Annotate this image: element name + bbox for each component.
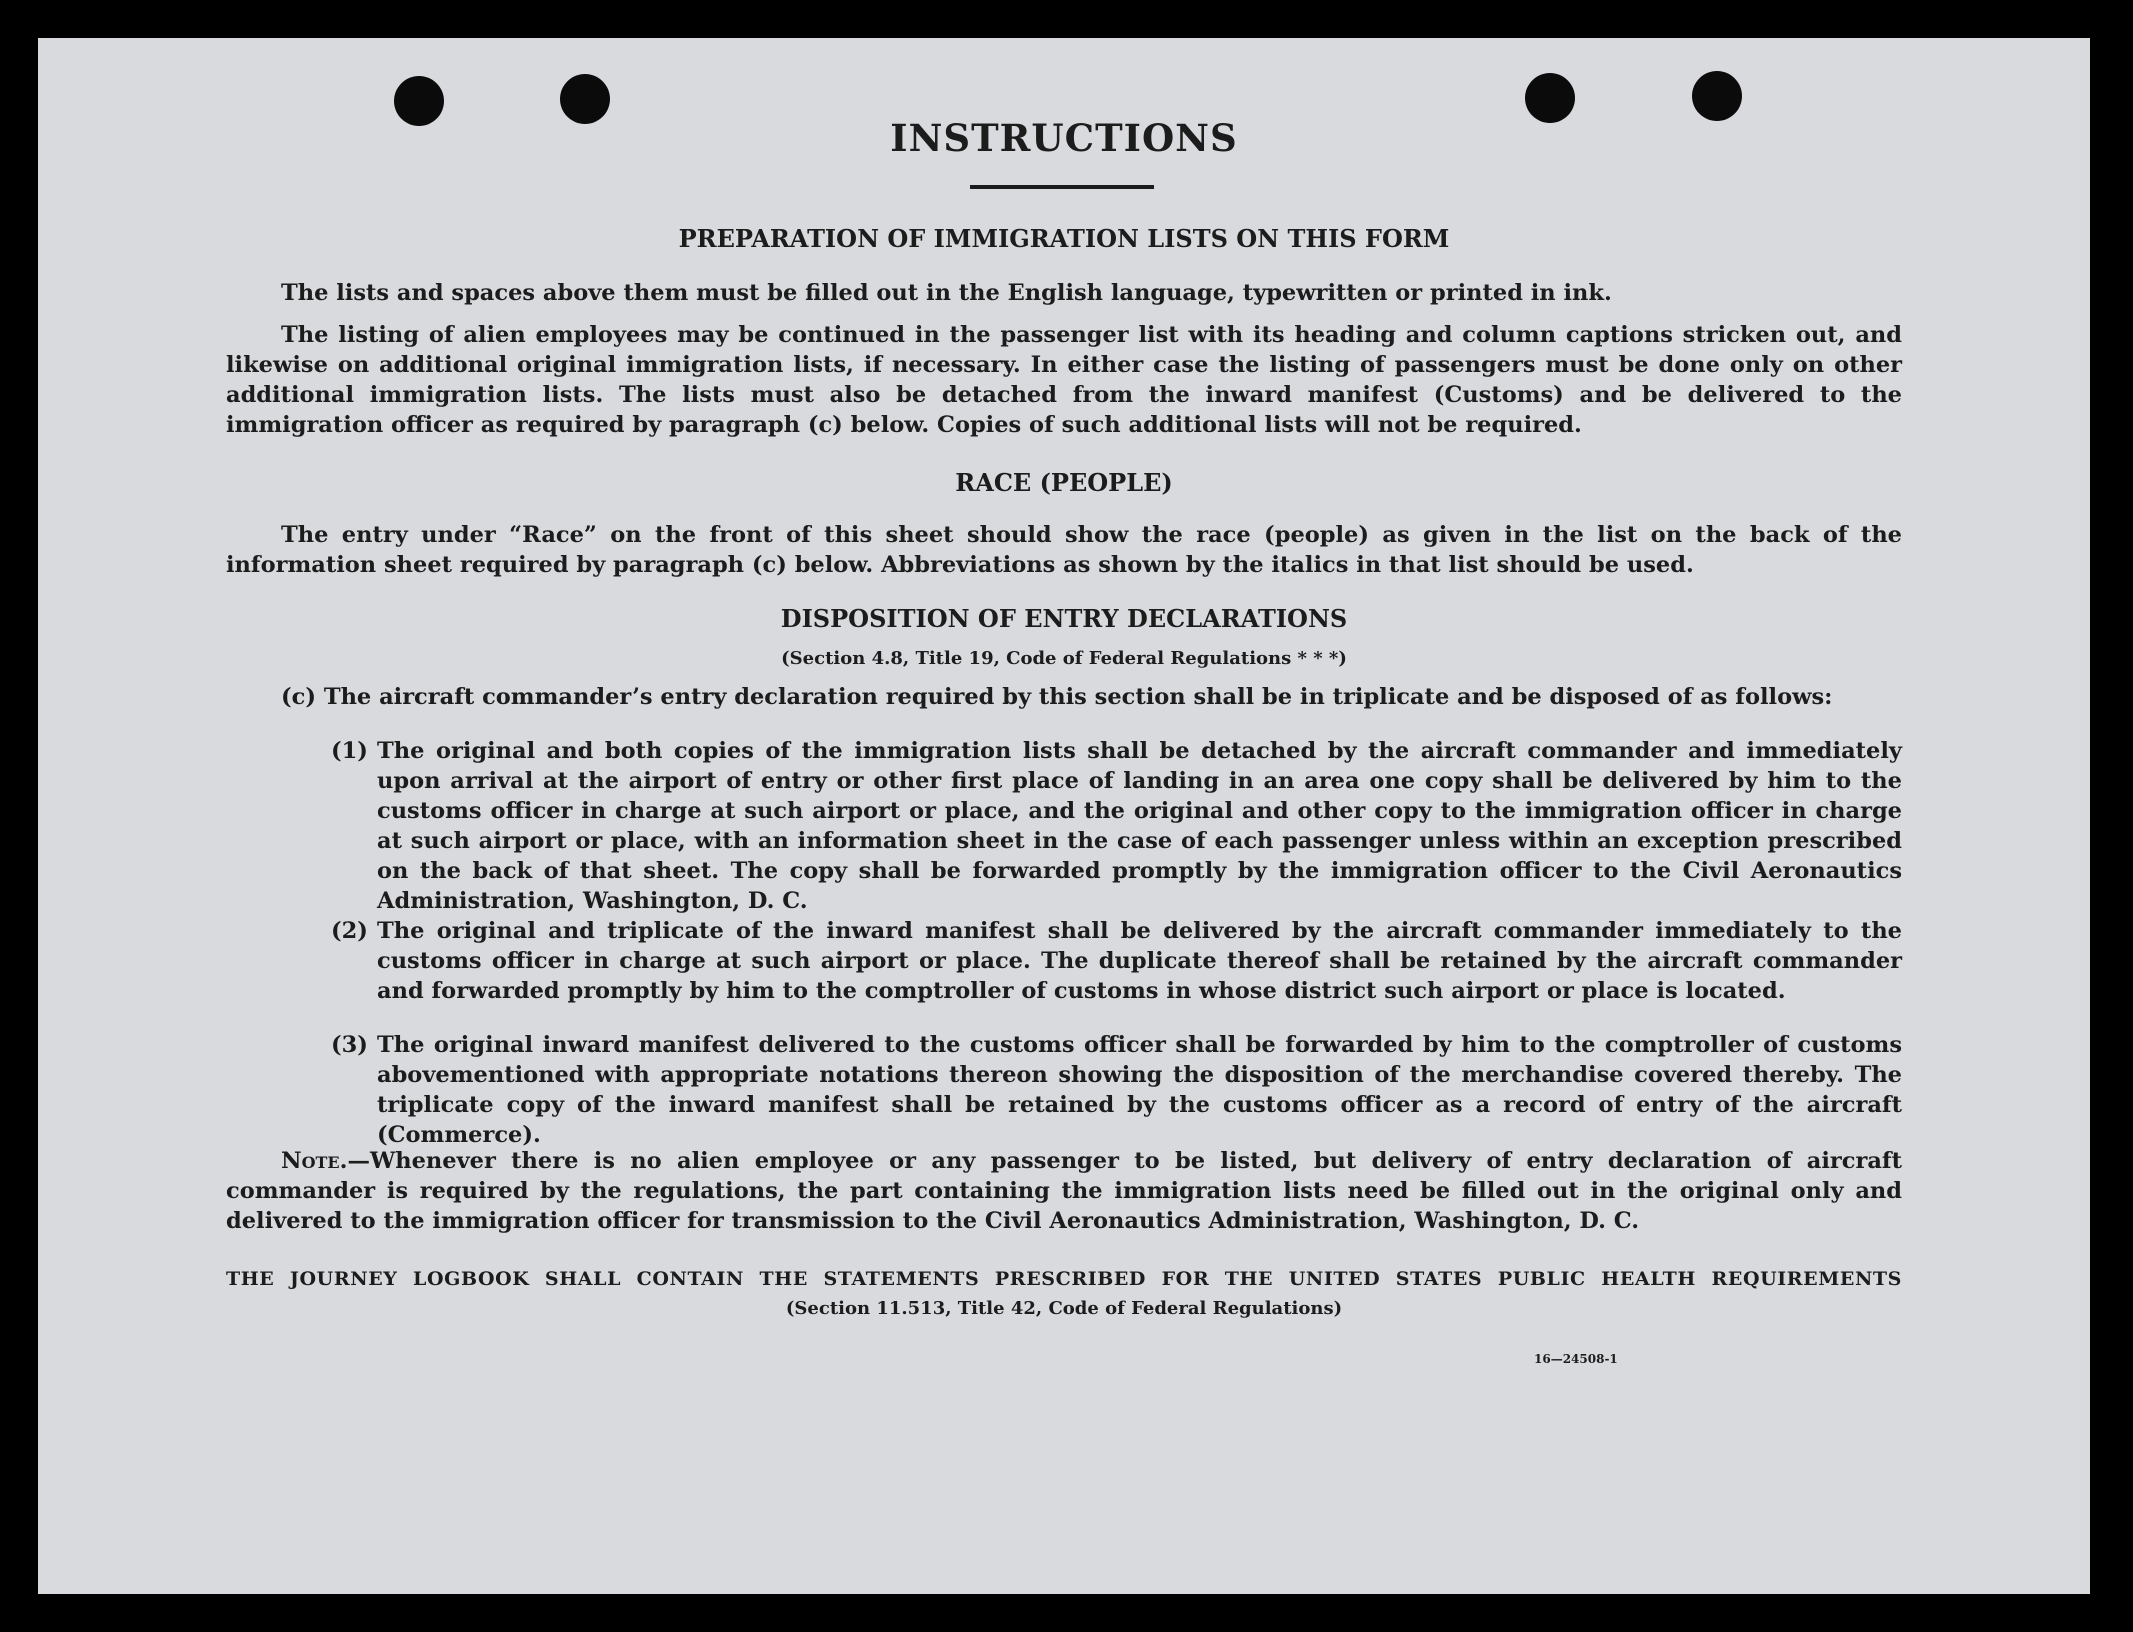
list-item-body bbox=[331, 916, 1902, 1006]
paragraph-preparation-2: The listing of alien employees may be continued in the passenger list with its heading and column captions stricken out, and likewise on additional original immigration lists, if necessary. In either case the listing of passengers must be done only on other additional immigration lists. The lists must also be detached from the inward manifest (Customs) and be delivered to the immigration officer as required by paragraph (c) below. Copies of such additional lists will not be required. bbox=[226, 322, 1902, 438]
note-label: Note. bbox=[281, 1148, 348, 1174]
footer-statement: THE JOURNEY LOGBOOK SHALL CONTAIN THE STATEMENTS PRESCRIBED FOR THE UNITED STATES PUBLIC HEALTH REQUIREMENTS bbox=[226, 1268, 1902, 1290]
note-text: —Whenever there is no alien employee or any passenger to be listed, but delivery of entry declaration of aircraft commander is required by the regulations, the part containing the immigration lists need be filled out in the original only and delivered to the immigration officer for transmission to the Civil Aeronautics Administration, Washington, D. C. bbox=[226, 1148, 1902, 1234]
footer-citation: (Section 11.513, Title 42, Code of Federal Regulations) bbox=[785, 1298, 1343, 1319]
disposition-intro-text: (c) The aircraft commander’s entry declaration required by this section shall be in triplicate and be disposed of as follows: bbox=[281, 684, 1833, 710]
paragraph-preparation-1: The lists and spaces above them must be filled out in the English language, typewritten or printed in ink. bbox=[281, 280, 1612, 306]
list-item-number: (1) bbox=[331, 738, 368, 764]
section-heading-preparation: PREPARATION OF IMMIGRATION LISTS ON THIS FORM bbox=[678, 224, 1450, 253]
paragraph-note bbox=[226, 1146, 1902, 1236]
list-item bbox=[331, 1030, 1902, 1150]
list-item-number: (2) bbox=[331, 918, 368, 944]
paragraph-race: The entry under “Race” on the front of this sheet should show the race (people) as given in the list on the back of the information sheet required by paragraph (c) below. Abbreviations as shown by the italics in that list should be used. bbox=[226, 522, 1902, 578]
title-underline bbox=[970, 185, 1154, 189]
list-item bbox=[331, 736, 1902, 916]
list-item-number: (3) bbox=[331, 1032, 368, 1058]
list-item bbox=[331, 916, 1902, 1006]
list-item-body bbox=[331, 736, 1902, 916]
list-item-text: The original and triplicate of the inward manifest shall be delivered by the aircraft commander immediately to the customs officer in charge at such airport or place. The duplicate thereof shall be retained by the aircraft commander and forwarded promptly by him to the comptroller of customs in whose district such airport or place is located. bbox=[377, 918, 1902, 1004]
list-item-body bbox=[331, 1030, 1902, 1150]
section-heading-disposition: DISPOSITION OF ENTRY DECLARATIONS bbox=[780, 604, 1348, 633]
list-item-text: The original and both copies of the immigration lists shall be detached by the aircraft commander and immediately upon arrival at the airport of entry or other first place of landing in an area one copy shall be delivered by him to the customs officer in charge at such airport or place, and the original and other copy to the immigration officer in charge at such airport or place, with an information sheet in the case of each passenger unless within an exception prescribed on the back of that sheet. The copy shall be forwarded promptly by the immigration officer to the Civil Aeronautics Administration, Washington, D. C. bbox=[377, 738, 1902, 914]
form-number: 16—24508-1 bbox=[1534, 1352, 1618, 1366]
list-item-text: The original inward manifest delivered to the customs officer shall be forwarded by him to the comptroller of customs abovementioned with appropriate notations thereon showing the disposition of the merchandise covered thereby. The triplicate copy of the inward manifest shall be retained by the customs officer as a record of entry of the aircraft (Commerce). bbox=[377, 1032, 1902, 1148]
punch-hole-right-2 bbox=[1692, 71, 1742, 121]
section-heading-race: RACE (PEOPLE) bbox=[955, 468, 1173, 497]
document-page bbox=[38, 38, 2090, 1594]
paragraph-disposition-intro bbox=[281, 682, 1902, 712]
section-citation-disposition: (Section 4.8, Title 19, Code of Federal Regulations * * *) bbox=[781, 648, 1347, 669]
page-title: INSTRUCTIONS bbox=[890, 116, 1238, 160]
